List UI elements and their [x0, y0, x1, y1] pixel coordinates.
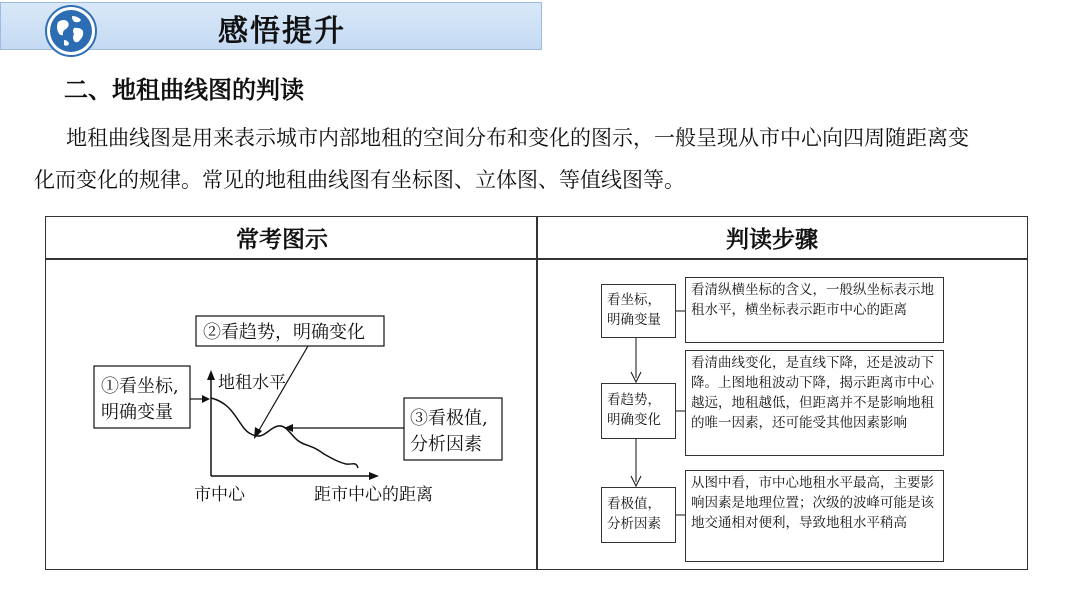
- rent-curve-diagram: [46, 258, 534, 568]
- callout-coordinates-line1: ①看坐标,: [101, 376, 179, 397]
- down-arrow-1: [631, 338, 641, 382]
- table-divider-vertical: [536, 217, 538, 569]
- x-axis-label: 距市中心的距离: [314, 485, 433, 505]
- header-reading-steps: 判读步骤: [726, 227, 818, 253]
- step-desc-3: 从图中看，市中心地租水平最高，主要影响因素是地理位置；次级的波峰可能是该地交通相对便利，导致地租水平稍高: [685, 470, 944, 562]
- callout-coordinates-arrowhead: [202, 395, 210, 403]
- down-arrow-2: [631, 439, 641, 486]
- intro-line-1: 地租曲线图是用来表示城市内部地租的空间分布和变化的图示，一般呈现从市中心向四周随距离变: [66, 126, 969, 150]
- callout-trend: ②看趋势，明确变化: [203, 322, 365, 343]
- header-common-diagram: 常考图示: [236, 227, 328, 253]
- step-label-3: 看极值，分析因素: [601, 487, 676, 543]
- step-label-1: 看坐标，明确变量: [601, 284, 676, 338]
- step-label-2: 看趋势，明确变化: [601, 383, 676, 439]
- step-desc-2: 看清曲线变化，是直线下降，还是波动下降。上图地租波动下降，揭示距离市中心越远，地租越低，但距离并不是影响地租的唯一因素，还可能受其他因素影响: [685, 350, 944, 456]
- step-desc-1: 看清纵横坐标的含义，一般纵坐标表示地租水平，横坐标表示距市中心的距离: [685, 277, 944, 343]
- section-title: 二、地租曲线图的判读: [64, 76, 304, 104]
- intro-line-2: 化而变化的规律。常见的地租曲线图有坐标图、立体图、等值线图等。: [34, 168, 685, 192]
- callout-extremes-line1: ③看极值,: [410, 408, 488, 429]
- origin-label: 市中心: [194, 485, 245, 505]
- banner-title: 感悟提升: [218, 14, 346, 49]
- x-axis-arrow: [369, 472, 379, 480]
- rent-curve: [211, 398, 358, 468]
- flow-connectors: [596, 270, 696, 570]
- intro-paragraph: [34, 117, 1044, 201]
- callout-extremes-line2: 分析因素: [410, 434, 482, 455]
- y-axis-label: 地租水平: [218, 373, 286, 393]
- callout-coordinates-line2: 明确变量: [101, 402, 173, 423]
- globe-icon: [44, 4, 98, 58]
- callout-trend-arrowhead: [254, 427, 262, 439]
- y-axis-arrow: [207, 370, 215, 380]
